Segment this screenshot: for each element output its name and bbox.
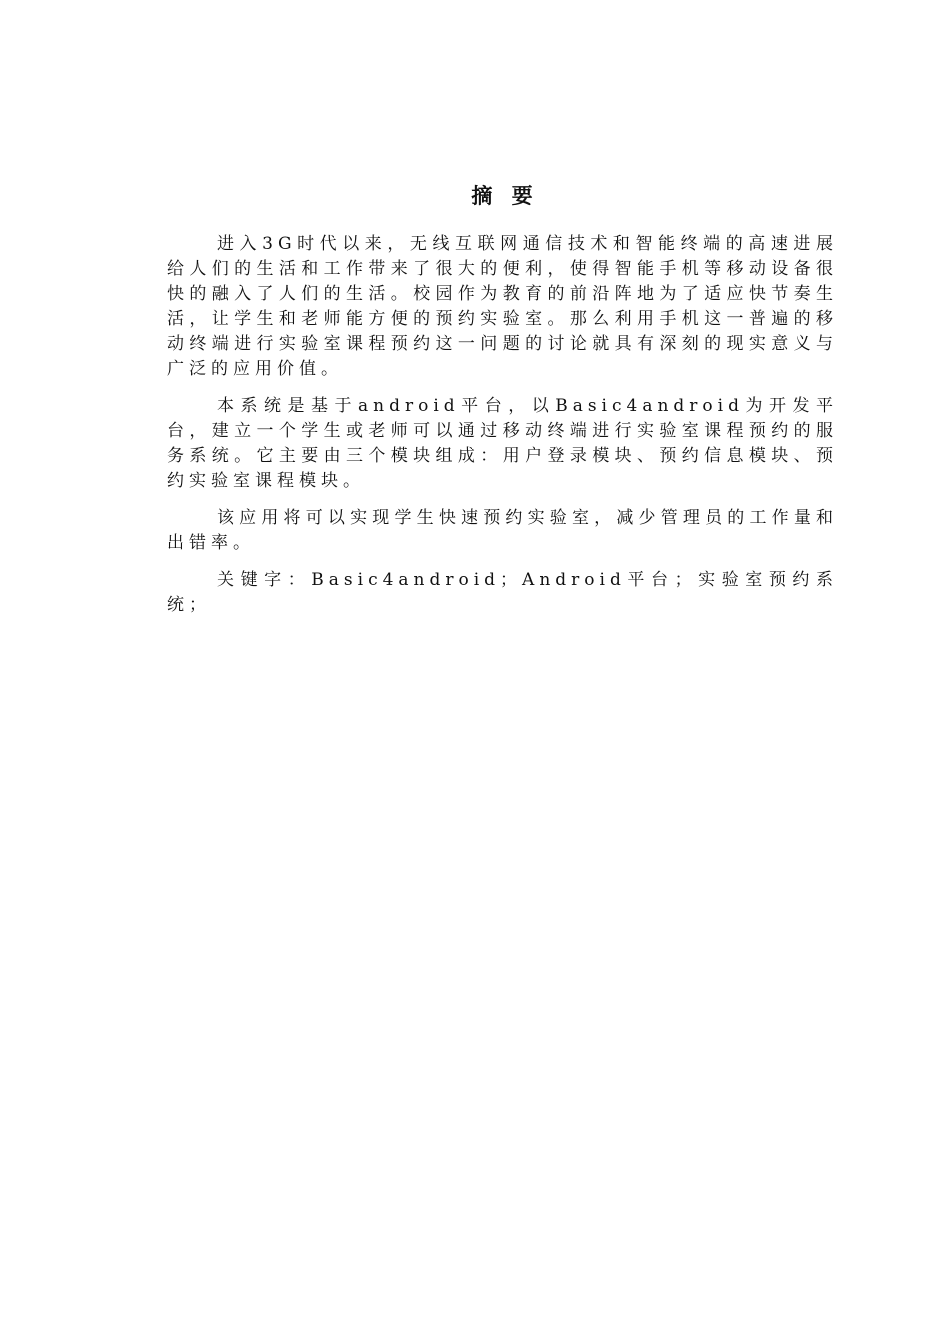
abstract-paragraph-3: 该应用将可以实现学生快速预约实验室，减少管理员的工作量和出错率。 xyxy=(167,508,838,553)
keywords-line: 关键字：Basic4android；Android平台；实验室预约系统； xyxy=(167,570,838,615)
abstract-paragraph-1: 进入3G时代以来，无线互联网通信技术和智能终端的高速进展给人们的生活和工作带来了很大的便利，使得智能手机等移动设备很快的融入了人们的生活。校园作为教育的前沿阵地为了适应快节奏生活，让学生和老师能方便的预约实验室。那么利用手机这一普遍的移动终端进行实验室课程预约这一问题的讨论就具有深刻的现实意义与广泛的应用价值。 xyxy=(167,234,838,379)
abstract-paragraph-2: 本系统是基于android平台，以Basic4android为开发平台，建立一个学生或老师可以通过移动终端进行实验室课程预约的服务系统。它主要由三个模块组成：用户登录模块、预约信息模块、预约实验室课程模块。 xyxy=(167,396,838,491)
abstract-body xyxy=(167,232,838,630)
abstract-title: 摘 要 xyxy=(471,183,539,208)
